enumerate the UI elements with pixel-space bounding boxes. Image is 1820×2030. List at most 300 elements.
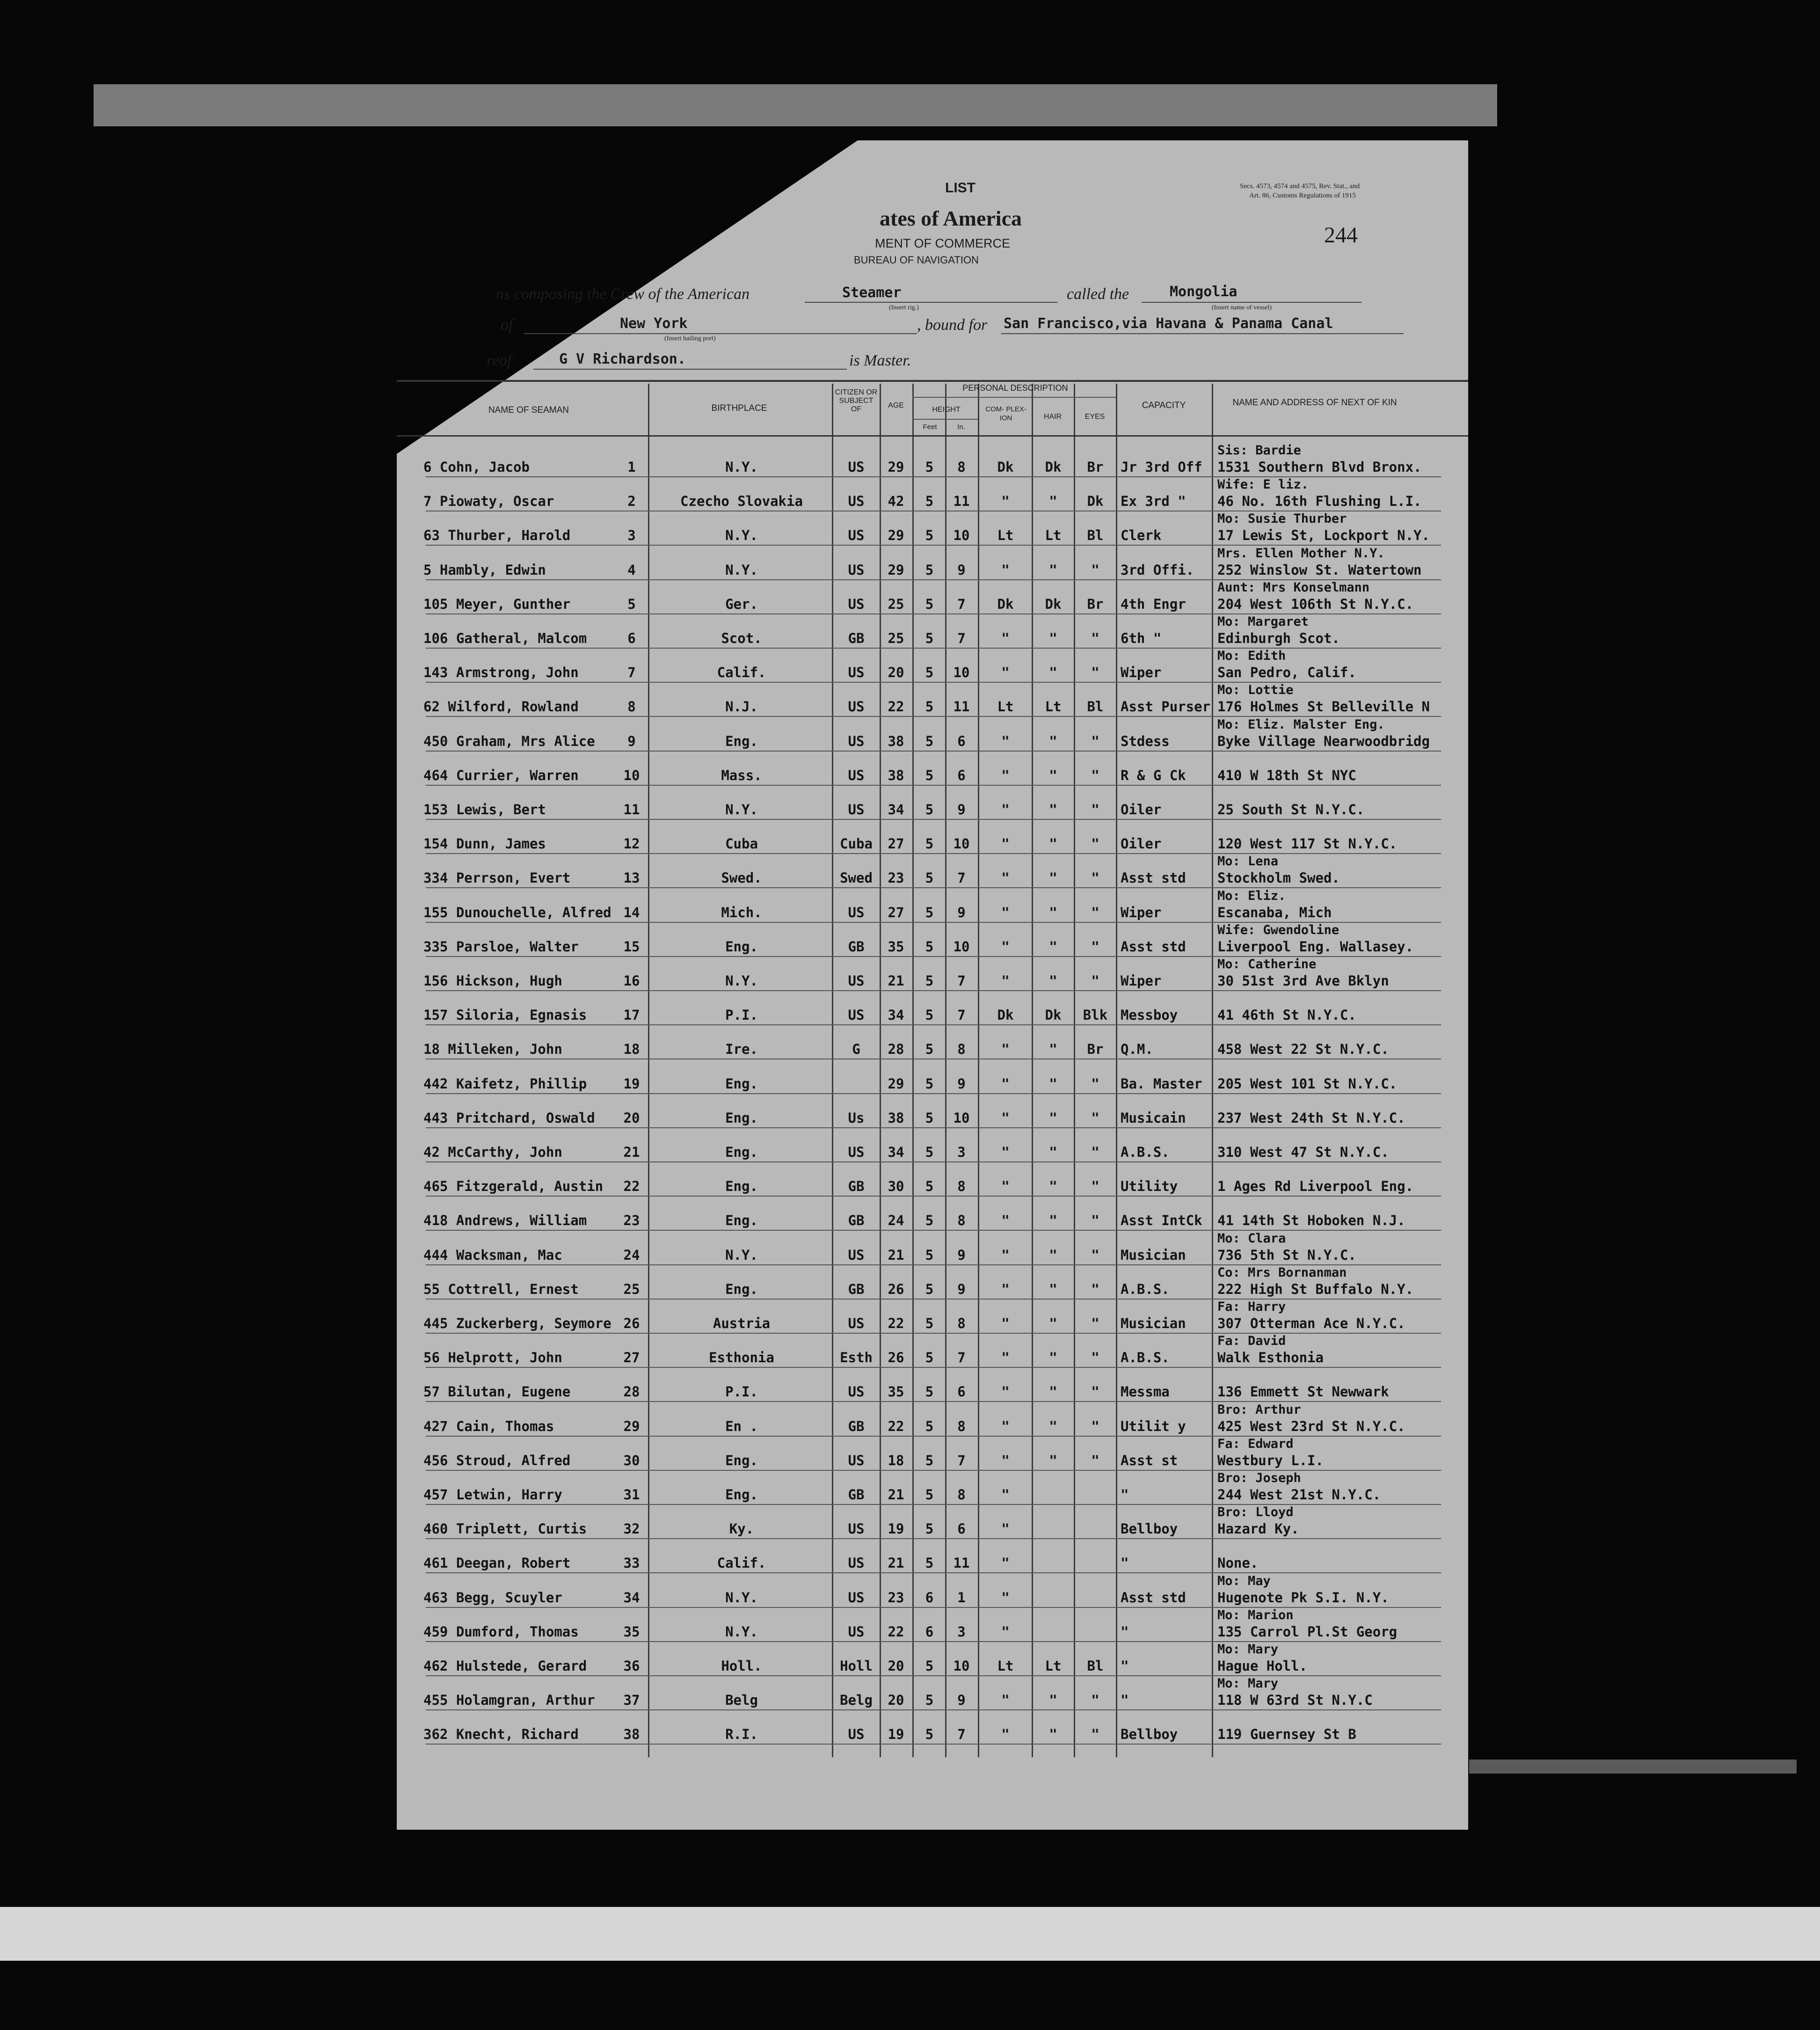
header-bottom-rule	[397, 435, 1468, 437]
hair-cell: "	[1049, 664, 1057, 680]
eyes-cell: Bl	[1087, 1658, 1104, 1674]
complexion-cell: "	[1001, 1624, 1010, 1640]
hair-cell	[1033, 1485, 1073, 1504]
citizen-cell: US	[848, 1007, 865, 1023]
name-cell: 62 Wilford, Rowland	[423, 699, 579, 715]
citizen-cell: US	[848, 1453, 865, 1468]
eyes-cell: "	[1091, 1212, 1099, 1228]
height-feet-cell: 5	[925, 1178, 934, 1194]
hair-cell: "	[1049, 1453, 1057, 1468]
eyes-cell: "	[1091, 562, 1099, 578]
master-name: G V Richardson.	[559, 351, 686, 367]
col-header-age: AGE	[888, 402, 904, 409]
height-feet-cell: 5	[925, 905, 934, 920]
height-feet-cell: 5	[925, 836, 934, 852]
capacity-cell: Oiler	[1121, 836, 1162, 852]
eyes-cell	[1075, 1588, 1115, 1607]
birthplace-cell: Belg	[725, 1692, 758, 1708]
row-number-cell: 17	[623, 1007, 640, 1023]
height-feet-cell: 5	[925, 527, 934, 543]
age-cell: 25	[888, 596, 904, 612]
eyes-cell: "	[1091, 630, 1099, 646]
height-feet-cell: 6	[925, 1624, 934, 1640]
hair-cell: "	[1049, 1110, 1057, 1126]
complexion-cell: "	[1001, 870, 1010, 886]
age-cell: 22	[888, 699, 904, 715]
row-number-cell: 19	[623, 1076, 640, 1092]
kin-address-cell: 176 Holmes St Belleville N	[1217, 699, 1430, 715]
birthplace-cell: Cuba	[725, 836, 758, 852]
kin-address-cell: Escanaba, Mich	[1217, 905, 1332, 920]
kin-address-cell: 410 W 18th St NYC	[1217, 767, 1356, 783]
capacity-cell: A.B.S.	[1121, 1144, 1170, 1160]
hair-cell: "	[1049, 1076, 1057, 1092]
age-cell: 38	[888, 1110, 904, 1126]
citizen-cell: US	[848, 1247, 865, 1263]
capacity-cell: Clerk	[1121, 527, 1162, 543]
height-inches-cell: 3	[957, 1144, 966, 1160]
citizen-cell: US	[848, 802, 865, 818]
kin-address-cell: 118 W 63rd St N.Y.C	[1217, 1692, 1373, 1708]
height-feet-cell: 5	[925, 973, 934, 989]
capacity-cell: Bellboy	[1121, 1726, 1178, 1742]
citizen-cell: GB	[848, 1487, 865, 1503]
height-inches-cell: 7	[957, 1453, 966, 1468]
kin-address-cell: 205 West 101 St N.Y.C.	[1217, 1076, 1398, 1092]
row-number-cell: 22	[623, 1178, 640, 1194]
row-number-cell: 26	[623, 1315, 640, 1331]
age-cell: 35	[888, 1384, 904, 1400]
height-inches-cell: 8	[957, 1212, 966, 1228]
complexion-cell: "	[1001, 1590, 1010, 1606]
col-header-kin: NAME AND ADDRESS OF NEXT OF KIN	[1232, 398, 1397, 408]
kin-name-cell: Wife: E liz.	[1217, 477, 1309, 492]
row-rule	[426, 1127, 1441, 1128]
row-number-cell: 13	[623, 870, 640, 886]
name-cell: 157 Siloria, Egnasis	[423, 1007, 587, 1023]
kin-address-cell: 120 West 117 St N.Y.C.	[1217, 836, 1398, 852]
film-edge-right	[1469, 1760, 1797, 1774]
birthplace-cell: En .	[725, 1418, 758, 1434]
eyes-cell: "	[1091, 939, 1099, 955]
master-underline	[533, 369, 847, 370]
complexion-cell: "	[1001, 1144, 1010, 1160]
hair-cell: "	[1049, 1315, 1057, 1331]
col-header-citizen: CITIZEN OR SUBJECT OF	[835, 388, 878, 413]
name-cell: 5 Hambly, Edwin	[423, 562, 546, 578]
kin-address-cell: 204 West 106th St N.Y.C.	[1217, 596, 1414, 612]
capacity-cell: "	[1121, 1658, 1129, 1674]
citizen-cell: Holl	[840, 1658, 873, 1674]
name-cell: 156 Hickson, Hugh	[423, 973, 562, 989]
vessel-caption: (Insert name of vessel)	[1212, 304, 1272, 311]
height-inches-cell: 10	[953, 939, 970, 955]
row-rule	[426, 1196, 1441, 1197]
row-number-cell: 2	[627, 493, 636, 509]
destination: San Francisco,via Havana & Panama Canal	[1004, 315, 1333, 332]
name-cell: 57 Bilutan, Eugene	[423, 1384, 571, 1400]
kin-address-cell: 310 West 47 St N.Y.C.	[1217, 1144, 1389, 1160]
eyes-cell: "	[1091, 905, 1099, 920]
citizen-cell: US	[848, 767, 865, 783]
row-number-cell: 10	[623, 767, 640, 783]
birthplace-cell: Eng.	[725, 733, 758, 749]
height-inches-cell: 11	[953, 699, 970, 715]
kin-name-cell: Aunt: Mrs Konselmann	[1217, 580, 1370, 595]
kin-name-cell: Mo: Margaret	[1217, 614, 1309, 629]
col-header-eyes: EYES	[1085, 413, 1105, 421]
height-inches-cell: 9	[957, 905, 966, 920]
birthplace-cell: N.Y.	[725, 1247, 758, 1263]
complexion-cell: "	[1001, 1212, 1010, 1228]
col-divider-eyes	[1116, 384, 1117, 1757]
height-inches-cell: 6	[957, 1521, 966, 1537]
birthplace-cell: Eng.	[725, 1487, 758, 1503]
height-inches-cell: 10	[953, 836, 970, 852]
kin-name-cell: Mo: Edith	[1217, 649, 1286, 663]
height-feet-cell: 5	[925, 562, 934, 578]
row-rule	[426, 1641, 1441, 1642]
height-feet-cell: 5	[925, 1521, 934, 1537]
eyes-cell: "	[1091, 1144, 1099, 1160]
complexion-cell: "	[1001, 1555, 1010, 1571]
col-header-height: HEIGHT	[932, 406, 961, 414]
name-cell: 55 Cottrell, Ernest	[423, 1281, 579, 1297]
complexion-cell: "	[1001, 1418, 1010, 1434]
height-feet-cell: 6	[925, 1590, 934, 1606]
eyes-cell: "	[1091, 1692, 1099, 1708]
col-header-feet: Feet	[923, 423, 937, 431]
hair-cell: Dk	[1045, 1007, 1062, 1023]
eyes-cell: "	[1091, 1315, 1099, 1331]
height-feet-cell: 5	[925, 1350, 934, 1366]
name-cell: 56 Helprott, John	[423, 1350, 562, 1366]
col-header-personal: PERSONAL DESCRIPTION	[962, 383, 1068, 393]
name-cell: 462 Hulstede, Gerard	[423, 1658, 587, 1674]
capacity-cell: Asst Purser	[1121, 699, 1211, 715]
kin-address-cell: Hague Holl.	[1217, 1658, 1308, 1674]
birthplace-cell: Calif.	[717, 664, 766, 680]
col-divider-birth	[832, 384, 833, 1757]
citizen-cell: US	[848, 1144, 865, 1160]
citizen-cell: US	[848, 1624, 865, 1640]
capacity-cell: A.B.S.	[1121, 1281, 1170, 1297]
eyes-cell	[1075, 1485, 1115, 1504]
height-inches-cell: 9	[957, 802, 966, 818]
name-cell: 153 Lewis, Bert	[423, 802, 546, 818]
name-cell: 42 McCarthy, John	[423, 1144, 562, 1160]
citizen-cell: US	[848, 1590, 865, 1606]
height-inches-cell: 9	[957, 1692, 966, 1708]
eyes-cell: Br	[1087, 596, 1104, 612]
height-inches-cell: 7	[957, 1007, 966, 1023]
complexion-cell: Lt	[997, 699, 1014, 715]
hair-cell: Dk	[1045, 459, 1062, 475]
name-cell: 143 Armstrong, John	[423, 664, 579, 680]
row-number-cell: 1	[627, 459, 636, 475]
capacity-cell: 3rd Offi.	[1121, 562, 1194, 578]
birthplace-cell: Ire.	[725, 1041, 758, 1057]
row-number-cell: 3	[627, 527, 636, 543]
kin-name-cell: Mo: Mary	[1217, 1642, 1279, 1657]
height-inches-cell: 8	[957, 1041, 966, 1057]
age-cell: 38	[888, 733, 904, 749]
capacity-cell: Utility	[1121, 1178, 1178, 1194]
name-cell: 459 Dumford, Thomas	[423, 1624, 579, 1640]
kin-address-cell: San Pedro, Calif.	[1217, 664, 1356, 680]
row-number-cell: 37	[623, 1692, 640, 1708]
age-cell: 18	[888, 1453, 904, 1468]
hair-cell: "	[1049, 1247, 1057, 1263]
age-cell: 34	[888, 1007, 904, 1023]
citizen-cell: US	[848, 1384, 865, 1400]
age-cell: 28	[888, 1041, 904, 1057]
hailing-port: New York	[620, 315, 688, 332]
birthplace-cell: Swed.	[721, 870, 762, 886]
name-cell: 418 Andrews, William	[423, 1212, 587, 1228]
hair-cell	[1033, 1519, 1073, 1538]
hair-cell: Lt	[1045, 527, 1062, 543]
vessel-underline	[1142, 302, 1361, 303]
row-rule	[426, 1367, 1441, 1368]
age-cell: 26	[888, 1281, 904, 1297]
rig-underline	[805, 302, 1057, 303]
height-feet-cell: 5	[925, 1247, 934, 1263]
eyes-cell	[1075, 1519, 1115, 1538]
eyes-cell: "	[1091, 1178, 1099, 1194]
row-number-cell: 27	[623, 1350, 640, 1366]
height-feet-cell: 5	[925, 733, 934, 749]
birthplace-cell: P.I.	[725, 1007, 758, 1023]
age-cell: 22	[888, 1315, 904, 1331]
kin-address-cell: 252 Winslow St. Watertown	[1217, 562, 1422, 578]
capacity-cell: "	[1121, 1692, 1129, 1708]
kin-address-cell: 237 West 24th St N.Y.C.	[1217, 1110, 1405, 1126]
capacity-cell: Jr 3rd Off	[1121, 459, 1202, 475]
age-cell: 21	[888, 1487, 904, 1503]
age-cell: 23	[888, 1590, 904, 1606]
age-cell: 34	[888, 802, 904, 818]
height-inches-cell: 9	[957, 1247, 966, 1263]
hair-cell: Dk	[1045, 596, 1062, 612]
hair-cell: "	[1049, 1726, 1057, 1742]
col-header-birthplace: BIRTHPLACE	[711, 403, 767, 413]
kin-address-cell: 736 5th St N.Y.C.	[1217, 1247, 1356, 1263]
eyes-cell: Bl	[1087, 527, 1104, 543]
capacity-cell: Bellboy	[1121, 1521, 1178, 1537]
kin-name-cell: Mo: Eliz. Malster Eng.	[1217, 717, 1385, 732]
height-feet-cell: 5	[925, 1144, 934, 1160]
height-feet-cell: 5	[925, 664, 934, 680]
statute-ref-2: Art. 86, Customs Regulations of 1915	[1249, 192, 1356, 199]
row-number-cell: 9	[627, 733, 636, 749]
height-inches-cell: 6	[957, 733, 966, 749]
birthplace-cell: Eng.	[725, 1178, 758, 1194]
citizen-cell: Belg	[840, 1692, 873, 1708]
citizen-cell: US	[848, 1726, 865, 1742]
eyes-cell: "	[1091, 973, 1099, 989]
birthplace-cell: Czecho Slovakia	[680, 493, 803, 509]
height-feet-cell: 5	[925, 1315, 934, 1331]
name-cell: 444 Wacksman, Mac	[423, 1247, 562, 1263]
row-number-cell: 4	[627, 562, 636, 578]
row-number-cell: 14	[623, 905, 640, 920]
eyes-cell	[1075, 1622, 1115, 1641]
height-feet-cell: 5	[925, 459, 934, 475]
hair-cell: "	[1049, 630, 1057, 646]
birthplace-cell: Esthonia	[709, 1350, 774, 1366]
capacity-cell: Asst st	[1121, 1453, 1178, 1468]
complexion-cell: "	[1001, 1178, 1010, 1194]
kin-address-cell: Westbury L.I.	[1217, 1453, 1324, 1468]
col-divider-ft	[945, 384, 946, 1757]
height-inches-cell: 1	[957, 1590, 966, 1606]
capacity-cell: Ex 3rd "	[1121, 493, 1186, 509]
name-cell: 105 Meyer, Gunther	[423, 596, 571, 612]
complexion-cell: "	[1001, 1487, 1010, 1503]
kin-address-cell: 41 14th St Hoboken N.J.	[1217, 1212, 1405, 1228]
name-cell: 7 Piowaty, Oscar	[423, 493, 554, 509]
kin-name-cell: Fa: David	[1217, 1334, 1286, 1348]
of-label: of	[501, 316, 513, 334]
col-divider-cap	[1212, 384, 1213, 1757]
kin-address-cell: None.	[1217, 1555, 1259, 1571]
kin-address-cell: Edinburgh Scot.	[1217, 630, 1340, 646]
citizen-cell: GB	[848, 939, 865, 955]
intro-text: ns composing the Crew of the American	[496, 285, 750, 303]
hair-cell: Lt	[1045, 699, 1062, 715]
row-rule	[426, 1161, 1441, 1162]
complexion-cell: "	[1001, 733, 1010, 749]
age-cell: 35	[888, 939, 904, 955]
height-feet-cell: 5	[925, 1487, 934, 1503]
eyes-cell: Blk	[1083, 1007, 1108, 1023]
complexion-cell: "	[1001, 1076, 1010, 1092]
complexion-cell: "	[1001, 562, 1010, 578]
vessel-name: Mongolia	[1170, 284, 1238, 300]
called-the-label: called the	[1067, 285, 1129, 303]
height-feet-cell: 5	[925, 1110, 934, 1126]
age-cell: 20	[888, 1692, 904, 1708]
height-feet-cell: 5	[925, 1453, 934, 1468]
name-cell: 427 Cain, Thomas	[423, 1418, 554, 1434]
kin-address-cell: Hazard Ky.	[1217, 1521, 1299, 1537]
citizen-cell: US	[848, 733, 865, 749]
capacity-cell: 4th Engr	[1121, 596, 1186, 612]
kin-name-cell: Mo: Clara	[1217, 1231, 1286, 1246]
name-cell: 455 Holamgran, Arthur	[423, 1692, 595, 1708]
kin-name-cell: Bro: Joseph	[1217, 1471, 1301, 1485]
birthplace-cell: N.J.	[725, 699, 758, 715]
col-header-name: NAME OF SEAMAN	[488, 405, 569, 415]
row-number-cell: 7	[627, 664, 636, 680]
height-inches-cell: 8	[957, 1178, 966, 1194]
citizen-cell: US	[848, 596, 865, 612]
hair-cell: "	[1049, 1212, 1057, 1228]
birthplace-cell: Mich.	[721, 905, 762, 920]
age-cell: 26	[888, 1350, 904, 1366]
capacity-cell: Stdess	[1121, 733, 1170, 749]
birthplace-cell: N.Y.	[725, 459, 758, 475]
row-number-cell: 34	[623, 1590, 640, 1606]
citizen-cell: US	[848, 905, 865, 920]
kin-address-cell: Byke Village Nearwoodbridg	[1217, 733, 1430, 749]
eyes-cell: "	[1091, 1418, 1099, 1434]
height-inches-cell: 7	[957, 596, 966, 612]
eyes-cell: "	[1091, 733, 1099, 749]
row-number-cell: 38	[623, 1726, 640, 1742]
name-cell: 106 Gatheral, Malcom	[423, 630, 587, 646]
rig-value: Steamer	[842, 285, 902, 301]
height-inches-cell: 9	[957, 1076, 966, 1092]
hair-cell: "	[1049, 767, 1057, 783]
birthplace-cell: N.Y.	[725, 802, 758, 818]
row-rule	[426, 785, 1441, 786]
age-cell: 29	[888, 527, 904, 543]
height-inches-cell: 8	[957, 459, 966, 475]
name-cell: 334 Perrson, Evert	[423, 870, 571, 886]
row-number-cell: 11	[623, 802, 640, 818]
film-edge-bottom	[0, 1907, 1820, 1961]
name-cell: 443 Pritchard, Oswald	[423, 1110, 595, 1126]
eyes-cell: "	[1091, 870, 1099, 886]
citizen-cell: Cuba	[840, 836, 873, 852]
kin-address-cell: 30 51st 3rd Ave Bklyn	[1217, 973, 1389, 989]
kin-name-cell: Fa: Edward	[1217, 1437, 1294, 1451]
birthplace-cell: Scot.	[721, 630, 762, 646]
birthplace-cell: Eng.	[725, 1076, 758, 1092]
age-cell: 21	[888, 1247, 904, 1263]
kin-name-cell: Wife: Gwendoline	[1217, 923, 1340, 937]
height-inches-cell: 7	[957, 870, 966, 886]
birthplace-cell: N.Y.	[725, 1590, 758, 1606]
complexion-cell: "	[1001, 905, 1010, 920]
row-rule	[426, 1709, 1441, 1710]
complexion-cell: "	[1001, 802, 1010, 818]
row-rule	[426, 819, 1441, 820]
complexion-cell: "	[1001, 493, 1010, 509]
eyes-cell	[1075, 1554, 1115, 1572]
kin-address-cell: 25 South St N.Y.C.	[1217, 802, 1365, 818]
row-rule	[426, 1744, 1441, 1745]
kin-name-cell: Mo: Catherine	[1217, 957, 1317, 971]
row-number-cell: 23	[623, 1212, 640, 1228]
height-inches-cell: 7	[957, 973, 966, 989]
statute-ref-1: Secs. 4573, 4574 and 4575, Rev. Stat., and	[1240, 183, 1360, 190]
height-feet-cell: 5	[925, 1555, 934, 1571]
hair-cell: "	[1049, 1384, 1057, 1400]
complexion-cell: Lt	[997, 1658, 1014, 1674]
age-cell: 38	[888, 767, 904, 783]
hair-cell	[1033, 1622, 1073, 1641]
row-number-cell: 28	[623, 1384, 640, 1400]
capacity-cell: Q.M.	[1121, 1041, 1153, 1057]
capacity-cell: Asst std	[1121, 1590, 1186, 1606]
kin-name-cell: Bro: Lloyd	[1217, 1505, 1294, 1519]
citizen-cell: US	[848, 1315, 865, 1331]
hair-cell: "	[1049, 1178, 1057, 1194]
kin-address-cell: 425 West 23rd St N.Y.C.	[1217, 1418, 1405, 1434]
height-feet-cell: 5	[925, 1007, 934, 1023]
whereof-label: reof	[487, 352, 512, 369]
eyes-cell: Bl	[1087, 699, 1104, 715]
destination-underline	[1001, 333, 1404, 334]
hair-cell: "	[1049, 836, 1057, 852]
birthplace-cell: Eng.	[725, 1281, 758, 1297]
eyes-cell: "	[1091, 1350, 1099, 1366]
height-feet-cell: 5	[925, 802, 934, 818]
rig-caption: (Insert rig.)	[889, 304, 919, 311]
